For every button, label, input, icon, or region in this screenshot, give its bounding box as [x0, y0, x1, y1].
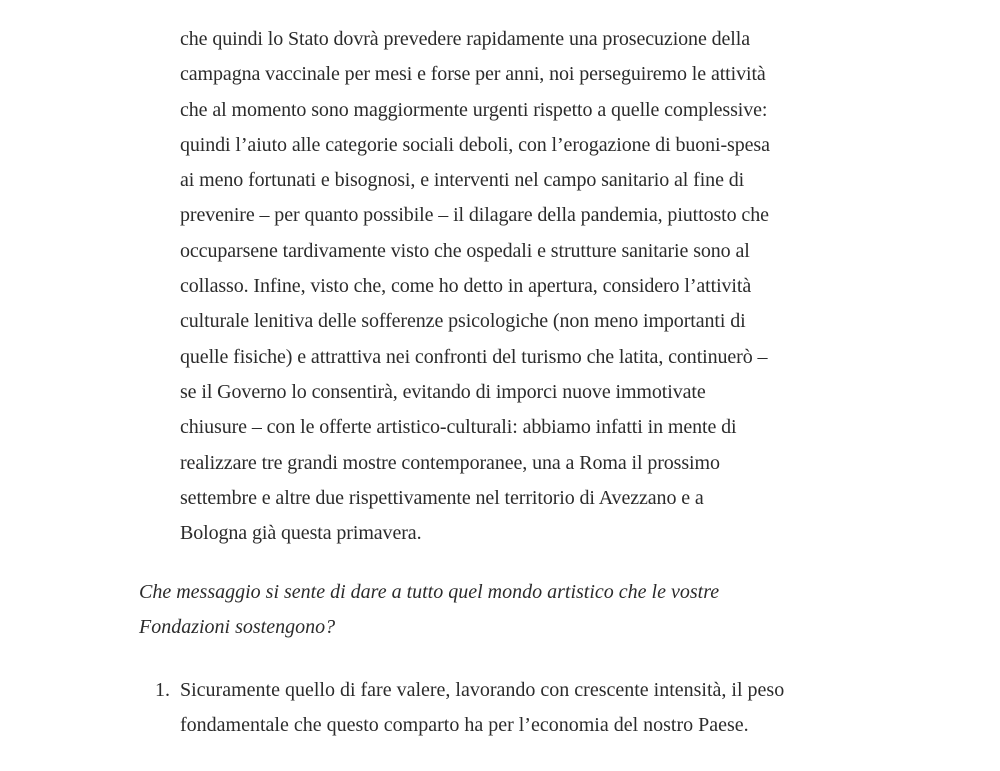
paragraph-line: che al momento sono maggiormente urgenti rispetto a quelle complessive:: [180, 98, 768, 121]
question-line: Fondazioni sostengono?: [139, 616, 336, 638]
paragraph-line: che quindi lo Stato dovrà prevedere rapidamente una prosecuzione della: [180, 28, 750, 50]
paragraph-line: prevenire – per quanto possibile – il dilagare della pandemia, piuttosto che: [180, 204, 769, 227]
list-item: [139, 673, 919, 743]
paragraph-line: Bologna già questa primavera.: [180, 522, 422, 545]
paragraph-line: collasso. Infine, visto che, come ho detto in apertura, considero l’attività: [180, 275, 752, 298]
interview-question: [139, 575, 899, 645]
paragraph-line: chiusure – con le offerte artistico-culturali: abbiamo infatti in mente di: [180, 416, 737, 439]
answer-paragraph: [180, 22, 900, 551]
paragraph-line: culturale lenitiva delle sofferenze psicologiche (non meno importanti di: [180, 310, 746, 333]
paragraph-line: realizzare tre grandi mostre contemporanee, una a Roma il prossimo: [180, 451, 720, 474]
list-number: 1.: [155, 679, 170, 701]
answer-list: [139, 673, 919, 743]
paragraph-line: quelle fisiche) e attrattiva nei confronti del turismo che latita, continuerò –: [180, 345, 768, 368]
paragraph-line: quindi l’aiuto alle categorie sociali deboli, con l’erogazione di buoni-spesa: [180, 133, 770, 156]
list-item-line: fondamentale che questo comparto ha per l’economia del nostro Paese.: [180, 714, 749, 736]
paragraph-line: se il Governo lo consentirà, evitando di imporci nuove immotivate: [180, 380, 706, 403]
paragraph-line: occuparsene tardivamente visto che ospedali e strutture sanitarie sono al: [180, 239, 750, 262]
paragraph-line: settembre e altre due rispettivamente nel territorio di Avezzano e a: [180, 486, 704, 509]
list-item-line: Sicuramente quello di fare valere, lavorando con crescente intensità, il peso: [180, 679, 785, 701]
question-line: Che messaggio si sente di dare a tutto quel mondo artistico che le vostre: [139, 581, 720, 603]
paragraph-line: ai meno fortunati e bisognosi, e interventi nel campo sanitario al fine di: [180, 169, 745, 192]
paragraph-line: campagna vaccinale per mesi e forse per anni, noi perseguiremo le attività: [180, 63, 766, 86]
